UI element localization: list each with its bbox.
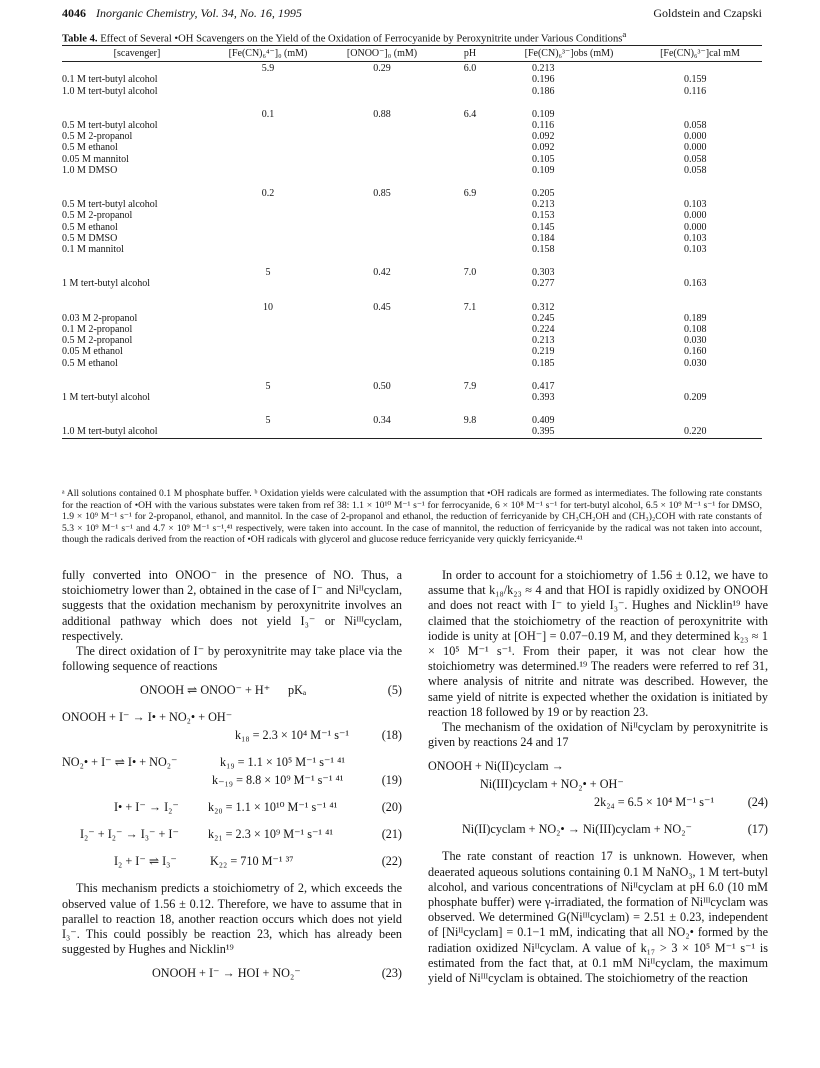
left-column (62, 568, 402, 984)
table-cell (212, 131, 324, 142)
table-cell (212, 165, 324, 176)
table-cell: 0.109 (532, 108, 555, 120)
table-cell (440, 199, 500, 210)
table-cell (324, 74, 440, 85)
table-cell: 0.158 (532, 244, 555, 256)
table-cell (324, 313, 440, 324)
table-cell: 0.109 (532, 164, 555, 176)
table-cell (440, 210, 500, 221)
equation-18: ONOOH + I⁻ → I• + NO₂• + OH⁻ (62, 710, 233, 725)
table-cell: 10 (263, 301, 273, 313)
table-cell: 0.45 (373, 301, 391, 313)
table-cell (212, 244, 324, 255)
table-cell (212, 210, 324, 221)
table-cell: 0.5 M 2-propanol (62, 210, 133, 222)
table-cell: 0.189 (684, 312, 707, 324)
table-cell: 0.103 (684, 232, 707, 244)
table-cell (440, 278, 500, 289)
table-row (62, 74, 762, 85)
table-cell (440, 346, 500, 357)
table-cell: 0.5 M ethanol (62, 142, 118, 154)
equation-24-rate: 2k₂₄ = 6.5 × 10⁴ M⁻¹ s⁻¹ (24) (594, 795, 768, 810)
table-cell (638, 108, 762, 120)
table-cell (638, 380, 762, 392)
table-cell: 0.159 (684, 74, 707, 86)
table-cell: 9.8 (463, 415, 477, 427)
table-cell: 7.0 (463, 267, 477, 279)
table-cell: 0.000 (684, 142, 707, 154)
paragraph: The rate constant of reaction 17 is unknown. However, when deaerated aqueous solutions containing 0.1 M NaNO₃, 1 M tert-butyl alcohol, and various concentrations of Niᴵᴵcyclam at pH 6.0 (10 mM phosphate buffer) were γ-irradiated, the formation of Niᴵᴵᴵcyclam was observed. We determined G(Niᴵᴵᴵcyclam) = 2.51 ± 0.23, independent of [Niᴵᴵcyclam] = 0.1−1 mM, indicating that all NO₂• formed by the radiation oxidized Niᴵᴵcyclam. A value of k₁₇ > 3 × 10⁵ M⁻¹ s⁻¹ is estimated from the fact that, at 0.1 mM Niᴵᴵcyclam, the maximum yield of Niᴵᴵᴵcyclam is obtained. The stoichiometry of the reaction (428, 849, 768, 986)
table-cell: 0.34 (373, 415, 391, 427)
table-cell (212, 313, 324, 324)
table-cell: 1.0 M DMSO (62, 164, 118, 176)
table-cell (638, 62, 762, 75)
table-cell (440, 426, 500, 438)
table-cell: 0.1 M 2-propanol (62, 324, 133, 336)
table-cell: 0.03 M 2-propanol (62, 312, 138, 324)
group-spacer (62, 369, 762, 380)
table-cell: 0.108 (684, 324, 707, 336)
table-cell (324, 278, 440, 289)
table-row (62, 278, 762, 289)
table-cell: 0.50 (373, 380, 391, 392)
table-cell: 0.2 (261, 188, 275, 200)
table-cell: 6.9 (463, 188, 477, 200)
col-header-ferrocyanide: [Fe(CN)₆⁴⁻]₀ (mM) (228, 48, 308, 59)
table-cell (324, 346, 440, 357)
table-cell: 5.9 (261, 63, 275, 75)
table-cell: 0.092 (532, 131, 555, 143)
table-cell: 0.277 (532, 278, 555, 290)
table-cell (440, 358, 500, 369)
equation-17: Ni(II)cyclam + NO₂• → Ni(III)cyclam + NO₂⁻ (17) (462, 822, 768, 837)
table-cell: 0.5 M 2-propanol (62, 335, 133, 347)
table-cell (212, 392, 324, 403)
table-row (62, 426, 762, 438)
table-cell (212, 335, 324, 346)
table-cell (440, 74, 500, 85)
equation-18-rate: k₁₈ = 2.3 × 10⁴ M⁻¹ s⁻¹ (18) (235, 728, 402, 743)
group-spacer (62, 403, 762, 414)
table-cell: 0.5 M tert-butyl alcohol (62, 199, 158, 211)
table-row (62, 142, 762, 153)
table-cell: 0.186 (532, 85, 555, 97)
table-cell: 0.409 (532, 415, 555, 427)
equation-19: NO₂• + I⁻ ⇌ I• + NO₂⁻ k₁₉ = 1.1 × 10⁵ M⁻¹ s⁻¹ ⁴¹ (62, 755, 345, 770)
table-cell (440, 233, 500, 244)
table-caption-note-mark: a (622, 29, 627, 39)
table-cell: 0.160 (684, 346, 707, 358)
table-row (62, 324, 762, 335)
table-cell: 0.05 M ethanol (62, 346, 123, 358)
table-cell: 0.88 (373, 108, 391, 120)
table-cell: 7.9 (463, 380, 477, 392)
table-cell: 0.184 (532, 232, 555, 244)
table-cell: 0.058 (684, 164, 707, 176)
table-cell (324, 324, 440, 335)
table-cell (212, 324, 324, 335)
table-cell (324, 358, 440, 369)
table-cell (212, 142, 324, 153)
table-footnote: ᵃ All solutions contained 0.1 M phosphate buffer. ᵇ Oxidation yields were calculated with the assumption that •OH radicals are formed as intermediates. The following rate constants for the reaction of •OH with the various substates were taken from ref 38: 1.1 × 10¹⁰ M⁻¹ s⁻¹ for ferrocyanide, 6 × 10⁸ M⁻¹ s⁻¹ for tert-butyl alcohol, 6.5 × 10⁹ M⁻¹ s⁻¹ for DMSO, 1.9 × 10⁹ M⁻¹ s⁻¹ for 2-propanol, ethanol, and mannitol. In the case of 2-propanol and ethanol, the reduction of ferricyanide by CH₃CH₂OH and (CH₃)₂COH with rate constants of 5.3 × 10⁹ M⁻¹ s⁻¹ and 4.7 × 10⁹ M⁻¹ s⁻¹,⁴¹ respectively, were taken into account. In the case of mannitol, the reduction of ferricyanide by the radical was not taken into account, though the radicals derived from the reaction of •OH radicals with glycerol and glucose reduce ferricyanide very quickly ferricyanide.⁴¹ (62, 488, 762, 546)
table-cell: 0.196 (532, 74, 555, 86)
table-cell: 0.220 (684, 426, 707, 438)
table-cell (638, 301, 762, 313)
table-cell (324, 131, 440, 142)
table-cell: 5 (265, 380, 271, 392)
table-row (62, 335, 762, 346)
table-cell (440, 335, 500, 346)
table-cell: 0.185 (532, 357, 555, 369)
paragraph: The mechanism of the oxidation of Niᴵᴵcyclam by peroxynitrite is given by reactions 24 and 17 (428, 720, 768, 750)
table-cell: 1 M tert-butyl alcohol (62, 392, 151, 404)
results-table (62, 45, 762, 439)
table-cell: 0.213 (532, 335, 555, 347)
table-row (62, 233, 762, 244)
table-cell: 0.395 (532, 426, 555, 438)
group-spacer (62, 97, 762, 108)
table-row (62, 86, 762, 97)
table-cell: 0.1 M mannitol (62, 244, 124, 256)
table-cell (440, 142, 500, 153)
table-cell (212, 278, 324, 289)
equation-5: ONOOH ⇌ ONOO⁻ + H⁺ pKₐ (5) (140, 683, 402, 698)
table-cell (440, 324, 500, 335)
right-column (428, 568, 768, 986)
table-cell (212, 233, 324, 244)
running-authors: Goldstein and Czapski (653, 6, 762, 20)
table-cell (638, 266, 762, 278)
table-cell: 1.0 M tert-butyl alcohol (62, 426, 158, 438)
table-cell: 0.85 (373, 188, 391, 200)
table-cell: 0.103 (684, 199, 707, 211)
table-cell: 1 M tert-butyl alcohol (62, 278, 151, 290)
table-row (62, 210, 762, 221)
table-cell: 0.303 (532, 267, 555, 279)
table-cell (440, 222, 500, 233)
table-cell: 6.4 (463, 108, 477, 120)
table-cell: 0.213 (532, 63, 555, 75)
table-row (62, 414, 762, 426)
table-cell: 0.116 (684, 85, 707, 97)
table-cell (440, 86, 500, 97)
table-cell (212, 199, 324, 210)
paragraph: This mechanism predicts a stoichiometry of 2, which exceeds the observed value of 1.56 ± 0.12. Therefore, we have to assume that in parallel to reaction 18, another reaction occurs which does not yield I₃⁻. This could possibly be reaction 23, which has already been suggested by Hughes and Nicklin¹⁹ (62, 881, 402, 957)
group-spacer (62, 255, 762, 266)
table-cell: 0.030 (684, 357, 707, 369)
table-cell (212, 426, 324, 438)
table-cell: 0.42 (373, 267, 391, 279)
table-cell: 6.0 (463, 63, 477, 75)
table-row (62, 165, 762, 176)
table-row (62, 199, 762, 210)
table-cell (324, 154, 440, 165)
table-cell (324, 244, 440, 255)
table-row (62, 392, 762, 403)
table-cell: 0.5 M 2-propanol (62, 131, 133, 143)
table-cell: 0.058 (684, 153, 707, 165)
table-cell (212, 154, 324, 165)
col-header-calculated: [Fe(CN)₆³⁻]cal mM (660, 48, 740, 59)
table-cell (324, 86, 440, 97)
table-row (62, 313, 762, 324)
table-label: Table 4. (62, 33, 98, 45)
equation-24-products: Ni(III)cyclam + NO₂• + OH⁻ (480, 777, 624, 792)
table-cell (324, 335, 440, 346)
table-cell: 0.245 (532, 312, 555, 324)
table-row (62, 62, 762, 75)
table-cell: 0.116 (532, 120, 555, 132)
table-cell: 0.000 (684, 131, 707, 143)
paragraph: The direct oxidation of I⁻ by peroxynitrite may take place via the following sequence of reactions (62, 644, 402, 674)
col-header-ph: pH (463, 48, 477, 59)
table-cell: 0.030 (684, 335, 707, 347)
table-cell (638, 187, 762, 199)
table-cell (62, 380, 212, 392)
table-cell (324, 199, 440, 210)
table-row (62, 154, 762, 165)
table-header-row (62, 46, 762, 62)
table-row (62, 301, 762, 313)
table-cell (440, 154, 500, 165)
table-cell: 7.1 (463, 301, 477, 313)
table-cell (62, 414, 212, 426)
table-cell: 0.092 (532, 142, 555, 154)
table-cell: 5 (265, 267, 271, 279)
table-cell (324, 120, 440, 131)
table-cell: 0.312 (532, 301, 555, 313)
table-caption (62, 29, 762, 45)
table-cell: 0.1 (261, 108, 275, 120)
table-cell (212, 86, 324, 97)
table-cell: 0.209 (684, 392, 707, 404)
table-row (62, 187, 762, 199)
table-cell (212, 358, 324, 369)
table-cell: 0.103 (684, 244, 707, 256)
table-cell (212, 222, 324, 233)
table-cell (62, 187, 212, 199)
table-cell (324, 222, 440, 233)
table-cell: 0.1 M tert-butyl alcohol (62, 74, 158, 86)
table-row (62, 222, 762, 233)
table-cell: 0.29 (373, 63, 391, 75)
paragraph: In order to account for a stoichiometry of 1.56 ± 0.12, we have to assume that k₁₈/k₂₃ ≈ 4 and that HOI is rapidly oxidized by ONOOH and does not react with I⁻ to yield I₃⁻. Hughes and Nicklin¹⁹ have claimed that the stoichiometry of the reaction of peroxynitrite with iodide is unity at [OH⁻] = 0.07−0.19 M, and they determined k₂₃ ≈ 1 × 10⁵ M⁻¹ s⁻¹. From their paper, it was not clear how the stoichiometry was determined.¹⁹ The readers were referred to ref 31, where analysis of nitrite and nitrate was described. However, the same yield of nitrite is expected whether the oxidation is initiated by reaction 18 followed by 19 or by reaction 23. (428, 568, 768, 719)
equation-19-reverse: k₋₁₉ = 8.8 × 10⁹ M⁻¹ s⁻¹ ⁴¹ (19) (212, 773, 402, 788)
running-header (62, 6, 762, 24)
table-cell: 0.393 (532, 392, 555, 404)
table-cell (62, 108, 212, 120)
table-cell (324, 142, 440, 153)
equation-23: ONOOH + I⁻ → HOI + NO₂⁻ (23) (152, 966, 402, 981)
table-cell: 0.417 (532, 380, 555, 392)
table-cell (324, 392, 440, 403)
table-cell (62, 301, 212, 313)
table-cell: 0.5 M ethanol (62, 357, 118, 369)
table-cell (62, 62, 212, 75)
table-cell: 0.5 M ethanol (62, 221, 118, 233)
table-cell (440, 131, 500, 142)
table-cell: 0.058 (684, 120, 707, 132)
table-cell (440, 120, 500, 131)
table-cell: 0.145 (532, 221, 555, 233)
group-spacer (62, 290, 762, 301)
table-row (62, 120, 762, 131)
table-cell (212, 120, 324, 131)
table-cell: 0.05 M mannitol (62, 153, 129, 165)
table-cell (212, 346, 324, 357)
table-cell: 0.105 (532, 153, 555, 165)
group-spacer (62, 176, 762, 187)
table-title: Effect of Several •OH Scavengers on the Yield of the Oxidation of Ferrocyanide by Peroxynitrite under Various Conditions (100, 33, 623, 45)
table-cell: 0.000 (684, 221, 707, 233)
table-cell (62, 266, 212, 278)
table-cell: 0.153 (532, 210, 555, 222)
table-cell: 0.000 (684, 210, 707, 222)
table-row (62, 266, 762, 278)
page-number: 4046 (62, 6, 86, 20)
table-cell: 5 (265, 415, 271, 427)
table-cell: 1.0 M tert-butyl alcohol (62, 85, 158, 97)
table-cell (440, 244, 500, 255)
table-cell: 0.213 (532, 199, 555, 211)
table-cell (440, 313, 500, 324)
table-cell: 0.5 M DMSO (62, 232, 118, 244)
equation-24: ONOOH + Ni(II)cyclam → (428, 759, 564, 774)
col-header-observed: [Fe(CN)₆³⁻]obs (mM) (524, 48, 614, 59)
table-row (62, 131, 762, 142)
table-row (62, 244, 762, 255)
table-cell (324, 165, 440, 176)
table-cell (212, 74, 324, 85)
col-header-peroxynitrite: [ONOO⁻]₀ (mM) (346, 48, 418, 59)
table-cell (324, 233, 440, 244)
equation-20: I• + I⁻ → I₂⁻ k₂₀ = 1.1 × 10¹⁰ M⁻¹ s⁻¹ ⁴¹ (20) (114, 800, 402, 815)
paragraph: fully converted into ONOO⁻ in the presence of NO. Thus, a stoichiometry lower than 2, obtained in the case of I⁻ and Niᴵᴵcyclam, suggests that the oxidation mechanism by peroxynitrite involves an additional pathway which does not yield I₃⁻ or Niᴵᴵᴵcyclam, respectively. (62, 568, 402, 643)
table-row (62, 380, 762, 392)
table-cell: 0.5 M tert-butyl alcohol (62, 120, 158, 132)
table-cell (324, 426, 440, 438)
table-cell: 0.163 (684, 278, 707, 290)
table-cell: 0.219 (532, 346, 555, 358)
table-cell: 0.205 (532, 188, 555, 200)
table-body (62, 62, 762, 438)
journal-citation: Inorganic Chemistry, Vol. 34, No. 16, 1995 (96, 6, 302, 20)
equation-22: I₂ + I⁻ ⇌ I₃⁻ K₂₂ = 710 M⁻¹ ³⁷ (22) (114, 854, 402, 869)
equation-21: I₂⁻ + I₂⁻ → I₃⁻ + I⁻ k₂₁ = 2.3 × 10⁹ M⁻¹ s⁻¹ ⁴¹ (21) (80, 827, 402, 842)
col-header-scavenger: [scavenger] (113, 48, 161, 59)
table-cell (638, 414, 762, 426)
table-row (62, 358, 762, 369)
table-cell (440, 165, 500, 176)
table-row (62, 346, 762, 357)
table-cell (440, 392, 500, 403)
table-cell (324, 210, 440, 221)
table-cell: 0.224 (532, 324, 555, 336)
table-row (62, 108, 762, 120)
